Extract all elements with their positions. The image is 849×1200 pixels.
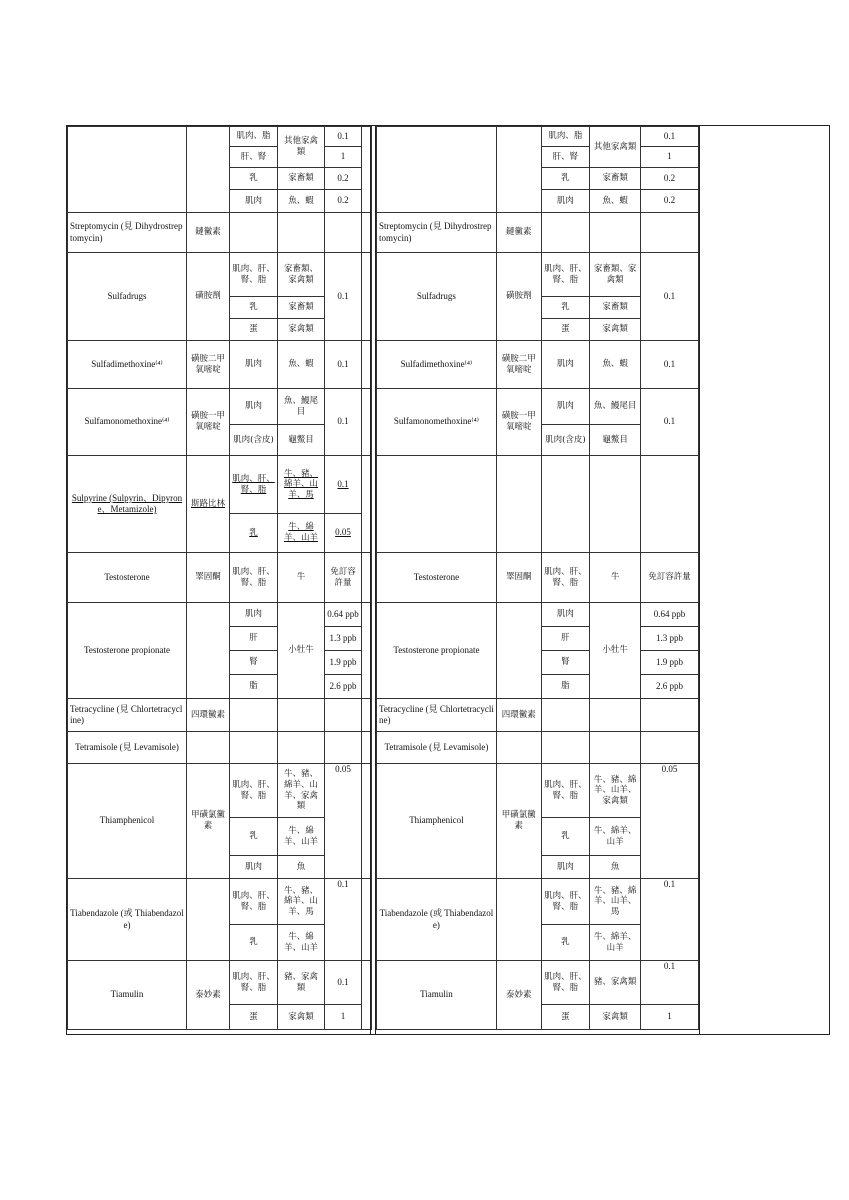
species-cell: 牛、豬、綿羊、山羊、家禽類 (278, 764, 325, 818)
drug-name-cell: Testosterone propionate (68, 603, 187, 699)
chinese-name-cell: 鏈黴素 (187, 213, 230, 253)
species-cell: 家禽類 (278, 319, 325, 341)
species-cell: 家畜類 (590, 168, 641, 190)
tissue-cell: 肌肉 (230, 856, 278, 879)
drug-name-cell: Tiabendazole (或 Thiabendazole) (377, 879, 497, 961)
tissue-cell: 乳 (230, 514, 278, 553)
tissue-cell: 肌肉 (230, 341, 278, 389)
drug-name-cell: Tiamulin (68, 961, 187, 1030)
table-row (377, 253, 699, 297)
drug-name-cell: Sulfadimethoxine⁽⁴⁾ (68, 341, 187, 389)
mrl-cell: 0.1 (325, 341, 362, 389)
mrl-cell: 1 (325, 147, 362, 168)
mrl-cell: 0.1 (325, 389, 362, 456)
drug-name-cell: Tetracycline (見 Chlortetracycline) (68, 699, 187, 732)
mrl-cell: 0.1 (325, 127, 362, 147)
tissue-cell: 乳 (230, 297, 278, 319)
tissue-cell: 肝 (230, 627, 278, 651)
left-table (67, 126, 372, 1030)
tissue-cell: 肌肉、肝、腎、脂 (230, 961, 278, 1005)
species-cell: 牛、綿羊、山羊 (278, 925, 325, 961)
table-row (68, 127, 372, 147)
mrl-cell: 0.05 (641, 764, 699, 879)
table-row (68, 732, 372, 764)
table-row (68, 213, 372, 253)
tissue-cell: 肌肉 (541, 389, 590, 425)
species-cell: 小牡牛 (590, 603, 641, 699)
table-row (377, 341, 699, 389)
tissue-cell: 乳 (541, 925, 590, 961)
drug-name-cell: Tiamulin (377, 961, 497, 1030)
tissue-cell: 蛋 (230, 319, 278, 341)
chinese-name-cell: 磺胺二甲氧嘧啶 (496, 341, 541, 389)
species-cell: 牛 (590, 553, 641, 603)
tissue-cell: 脂 (230, 675, 278, 699)
species-cell: 牛、豬、綿羊、山羊、馬 (590, 879, 641, 925)
drug-name-cell: Testosterone (377, 553, 497, 603)
drug-name-cell: Sulpyrine (Sulpyrin、Dipyrone、Metamizole) (68, 456, 187, 553)
mrl-cell: 0.1 (641, 127, 699, 147)
mrl-cell: 0.1 (325, 253, 362, 341)
table-row (377, 732, 699, 764)
chinese-name-cell: 四環黴素 (187, 699, 230, 732)
chinese-name-cell: 磺胺二甲氧嘧啶 (187, 341, 230, 389)
mrl-cell: 0.1 (325, 456, 362, 514)
drug-name-cell: Sulfadrugs (377, 253, 497, 341)
tissue-cell: 肌肉、肝、腎、脂 (541, 253, 590, 297)
mrl-cell: 2.6 ppb (641, 675, 699, 699)
drug-name-cell: Sulfadrugs (68, 253, 187, 341)
species-cell: 魚、鰻尾目 (278, 389, 325, 425)
table-row (377, 879, 699, 925)
table-row (68, 764, 372, 818)
species-cell: 家畜類 (278, 297, 325, 319)
drug-name-cell: Thiamphenicol (377, 764, 497, 879)
drug-name-cell: Sulfamonomethoxine⁽⁴⁾ (377, 389, 497, 456)
species-cell: 家禽類 (278, 1005, 325, 1030)
tissue-cell: 肝、腎 (541, 147, 590, 168)
table-row (68, 389, 372, 425)
tissue-cell: 肌肉、肝、腎、脂 (541, 764, 590, 818)
drug-name-cell: Streptomycin (見 Dihydrostreptomycin) (68, 213, 187, 253)
drug-name-cell: Testosterone propionate (377, 603, 497, 699)
notes-column (699, 126, 829, 1034)
species-cell: 牛、綿羊、山羊 (278, 514, 325, 553)
species-cell: 牛、綿羊、山羊 (278, 818, 325, 856)
mrl-cell: 1.9 ppb (325, 651, 362, 675)
chinese-name-cell: 甲磺氯黴素 (187, 764, 230, 879)
right-table-panel (376, 126, 699, 1034)
drug-name-cell: Tetramisole (見 Levamisole) (68, 732, 187, 764)
table-row (377, 456, 699, 553)
drug-name-cell: Tiabendazole (或 Thiabendazole) (68, 879, 187, 961)
tissue-cell: 乳 (541, 168, 590, 190)
tissue-cell: 腎 (230, 651, 278, 675)
mrl-cell: 1 (641, 1005, 699, 1030)
chinese-name-cell: 睪固酮 (187, 553, 230, 603)
species-cell: 小牡牛 (278, 603, 325, 699)
table-row (377, 553, 699, 603)
mrl-cell: 2.6 ppb (325, 675, 362, 699)
table-row (377, 603, 699, 627)
tissue-cell: 肌肉、肝、腎、脂 (541, 553, 590, 603)
species-cell: 家畜類、家禽類 (278, 253, 325, 297)
tissue-cell: 肌肉、肝、腎、脂 (230, 879, 278, 925)
tissue-cell: 蛋 (230, 1005, 278, 1030)
mrl-cell: 0.1 (641, 253, 699, 341)
tissue-cell: 乳 (541, 818, 590, 856)
tissue-cell: 肌肉 (541, 341, 590, 389)
tissue-cell: 肌肉、肝、腎、脂 (230, 253, 278, 297)
table-row (377, 764, 699, 818)
table-row (377, 389, 699, 425)
table-row (377, 961, 699, 1005)
table-row (68, 699, 372, 732)
chinese-name-cell: 斯路比林 (187, 456, 230, 553)
table-row (68, 603, 372, 627)
tissue-cell: 肌肉(含皮) (541, 425, 590, 456)
species-cell: 家畜類 (590, 297, 641, 319)
drug-name-cell: Sulfamonomethoxine⁽⁴⁾ (68, 389, 187, 456)
species-cell: 家禽類 (590, 319, 641, 341)
tissue-cell: 蛋 (541, 319, 590, 341)
tissue-cell: 乳 (541, 297, 590, 319)
species-cell: 龜鱉目 (590, 425, 641, 456)
mrl-cell: 1 (325, 1005, 362, 1030)
tissue-cell: 乳 (230, 168, 278, 190)
species-cell: 其他家禽類 (278, 127, 325, 168)
chinese-name-cell: 磺胺一甲氧嘧啶 (187, 389, 230, 456)
mrl-cell: 0.1 (325, 961, 362, 1005)
mrl-cell: 1.3 ppb (325, 627, 362, 651)
mrl-cell: 0.2 (325, 190, 362, 213)
tissue-cell: 肌肉、肝、腎、脂 (230, 553, 278, 603)
tissue-cell: 肌肉 (230, 389, 278, 425)
tissue-cell: 肌肉(含皮) (230, 425, 278, 456)
tissue-cell: 乳 (230, 818, 278, 856)
mrl-cell: 0.05 (325, 764, 362, 879)
tissue-cell: 肌肉、脂 (230, 127, 278, 147)
drug-name-cell (68, 127, 187, 213)
table-row (68, 341, 372, 389)
drug-name-cell: Tetramisole (見 Levamisole) (377, 732, 497, 764)
mrl-cell: 1 (641, 147, 699, 168)
mrl-cell: 0.2 (325, 168, 362, 190)
table-row (68, 553, 372, 603)
species-cell: 家禽類 (590, 1005, 641, 1030)
species-cell: 其他家禽類 (590, 127, 641, 168)
chinese-name-cell: 泰妙素 (187, 961, 230, 1030)
species-cell: 牛 (278, 553, 325, 603)
tissue-cell: 肝、腎 (230, 147, 278, 168)
mrl-cell: 0.2 (641, 168, 699, 190)
species-cell: 魚、蝦 (278, 190, 325, 213)
species-cell: 魚 (590, 856, 641, 879)
mrl-cell: 1.9 ppb (641, 651, 699, 675)
mrl-cell: 0.1 (641, 341, 699, 389)
tissue-cell: 蛋 (541, 1005, 590, 1030)
drug-name-cell: Sulfadimethoxine⁽⁴⁾ (377, 341, 497, 389)
tissue-cell: 肌肉、脂 (541, 127, 590, 147)
tissue-cell: 腎 (541, 651, 590, 675)
drug-name-cell: Tetracycline (見 Chlortetracycline) (377, 699, 497, 732)
species-cell: 牛、豬、綿羊、山羊、馬 (278, 879, 325, 925)
species-cell: 牛、豬、綿羊、山羊、馬 (278, 456, 325, 514)
table-row (377, 213, 699, 253)
mrl-cell: 1.3 ppb (641, 627, 699, 651)
mrl-cell: 0.05 (325, 514, 362, 553)
table-row (68, 961, 372, 1005)
species-cell: 牛、綿羊、山羊 (590, 925, 641, 961)
tissue-cell: 肌肉 (541, 603, 590, 627)
left-table-panel (67, 126, 371, 1034)
drug-name-cell: Testosterone (68, 553, 187, 603)
species-cell: 豬、家禽類 (590, 961, 641, 1005)
chinese-name-cell (187, 127, 230, 213)
species-cell: 牛、綿羊、山羊 (590, 818, 641, 856)
chinese-name-cell: 磺胺劑 (496, 253, 541, 341)
species-cell: 魚 (278, 856, 325, 879)
tissue-cell: 肌肉 (541, 856, 590, 879)
tissue-cell: 肝 (541, 627, 590, 651)
tissue-cell: 脂 (541, 675, 590, 699)
species-cell: 豬、家禽類 (278, 961, 325, 1005)
chinese-name-cell: 四環黴素 (496, 699, 541, 732)
table-row (68, 879, 372, 925)
species-cell: 魚、蝦 (590, 341, 641, 389)
species-cell: 家畜類 (278, 168, 325, 190)
tissue-cell: 肌肉、肝、腎、脂 (230, 456, 278, 514)
mrl-cell: 0.1 (641, 961, 699, 1005)
tissue-cell: 乳 (230, 925, 278, 961)
right-table (376, 126, 699, 1030)
tissue-cell: 肌肉 (541, 190, 590, 213)
mrl-cell: 0.64 ppb (325, 603, 362, 627)
chinese-name-cell: 甲磺氯黴素 (496, 764, 541, 879)
species-cell: 家畜類、家禽類 (590, 253, 641, 297)
mrl-cell: 免訂容許量 (641, 553, 699, 603)
species-cell: 魚、蝦 (590, 190, 641, 213)
drug-name-cell: Thiamphenicol (68, 764, 187, 879)
mrl-cell: 0.2 (641, 190, 699, 213)
chinese-name-cell: 睪固酮 (496, 553, 541, 603)
species-cell: 牛、豬、綿羊、山羊、家禽類 (590, 764, 641, 818)
species-cell: 龜鱉目 (278, 425, 325, 456)
regulation-document (66, 125, 830, 1035)
tissue-cell: 肌肉、肝、腎、脂 (541, 879, 590, 925)
chinese-name-cell: 泰妙素 (496, 961, 541, 1030)
tissue-cell: 肌肉 (230, 603, 278, 627)
chinese-name-cell: 磺胺一甲氧嘧啶 (496, 389, 541, 456)
drug-name-cell: Streptomycin (見 Dihydrostreptomycin) (377, 213, 497, 253)
chinese-name-cell: 磺胺劑 (187, 253, 230, 341)
mrl-cell: 0.1 (641, 879, 699, 961)
tissue-cell: 肌肉、肝、腎、脂 (541, 961, 590, 1005)
table-row (377, 127, 699, 147)
mrl-cell: 0.64 ppb (641, 603, 699, 627)
species-cell: 魚、蝦 (278, 341, 325, 389)
table-row (68, 253, 372, 297)
tissue-cell: 肌肉、肝、腎、脂 (230, 764, 278, 818)
table-row (377, 699, 699, 732)
mrl-cell: 0.1 (325, 879, 362, 961)
table-row (68, 456, 372, 514)
chinese-name-cell: 鏈黴素 (496, 213, 541, 253)
mrl-cell: 免訂容許量 (325, 553, 362, 603)
tissue-cell: 肌肉 (230, 190, 278, 213)
species-cell: 魚、鰻尾目 (590, 389, 641, 425)
mrl-cell: 0.1 (641, 389, 699, 456)
